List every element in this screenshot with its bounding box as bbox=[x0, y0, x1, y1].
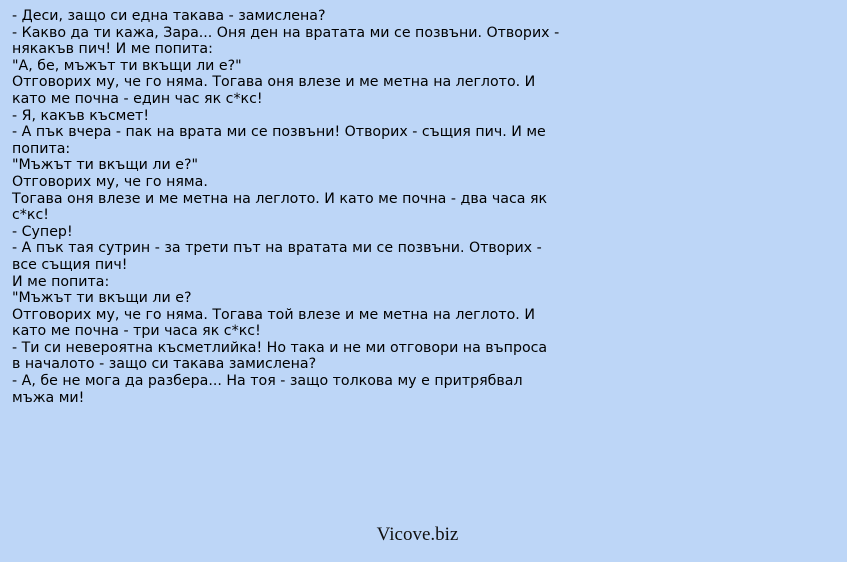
joke-line: "Мъжът ти вкъщи ли е? bbox=[12, 290, 192, 307]
joke-line: Отговорих му, че го няма. Тогава той влезе и ме метна на леглото. И bbox=[12, 306, 535, 323]
joke-line: като ме почна - три часа як с*кс! bbox=[12, 323, 261, 340]
joke-line: "Мъжът ти вкъщи ли е?" bbox=[12, 157, 198, 174]
joke-line: попита: bbox=[12, 140, 71, 157]
joke-line: Отговорих му, че го няма. bbox=[12, 173, 208, 190]
joke-text bbox=[12, 8, 577, 406]
joke-line: - А пък тая сутрин - за трети път на вратата ми се позвъни. Отворих - bbox=[12, 240, 542, 257]
joke-line: - Я, какъв късмет! bbox=[12, 107, 150, 124]
joke-line: някакъв пич! И ме попита: bbox=[12, 41, 213, 58]
joke-line: Отговорих му, че го няма. Тогава оня влезе и ме метна на леглото. И bbox=[12, 74, 536, 91]
joke-line: "А, бе, мъжът ти вкъщи ли е?" bbox=[12, 57, 242, 74]
joke-line: мъжа ми! bbox=[12, 389, 85, 406]
joke-line: И ме попита: bbox=[12, 273, 110, 290]
joke-line: Тогава оня влезе и ме метна на леглото. И като ме почна - два часа як bbox=[12, 190, 548, 207]
site-watermark: Vicove.biz bbox=[376, 524, 459, 545]
joke-line: - А, бе не мога да разбера... На тоя - защо толкова му е притрябвал bbox=[12, 373, 523, 390]
joke-line: - Деси, защо си една такава - замислена? bbox=[12, 8, 326, 24]
joke-line: с*кс! bbox=[12, 207, 49, 224]
joke-line: - Какво да ти кажа, Зара... Оня ден на вратата ми се позвъни. Отворих - bbox=[12, 24, 560, 41]
joke-line: в началото - защо си такава замислена? bbox=[12, 356, 317, 373]
joke-line: като ме почна - един час як с*кс! bbox=[12, 90, 263, 107]
joke-line: - Супер! bbox=[12, 223, 73, 240]
joke-line: все същия пич! bbox=[12, 256, 128, 273]
joke-line: - А пък вчера - пак на врата ми се позвъни! Отворих - същия пич. И ме bbox=[12, 124, 546, 141]
joke-line: - Ти си невероятна късметлийка! Но така и не ми отговори на въпроса bbox=[12, 339, 548, 356]
